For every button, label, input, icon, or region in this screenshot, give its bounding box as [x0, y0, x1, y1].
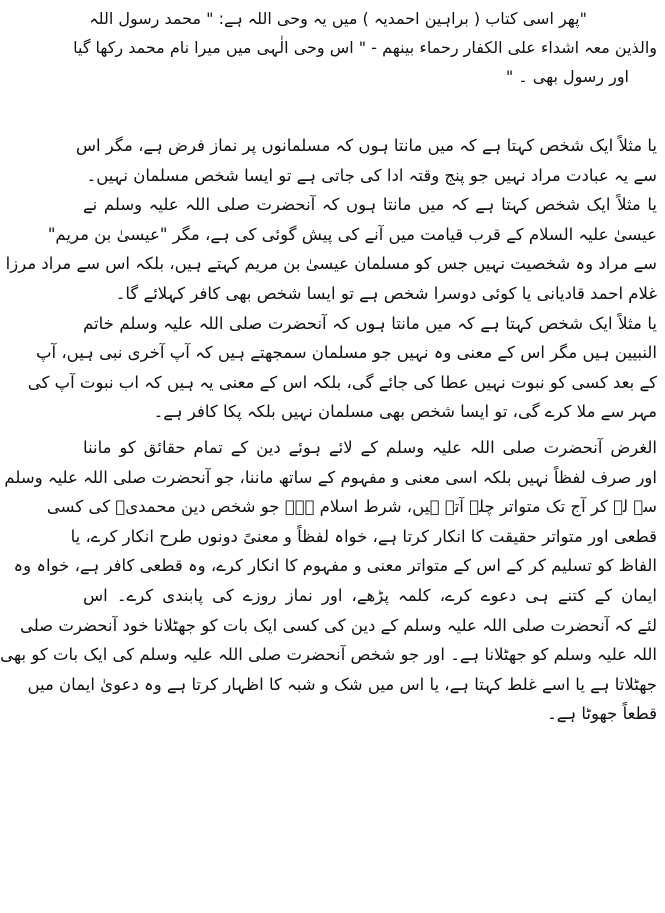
quote-line: اور رسول بھی ۔ " [505, 67, 629, 86]
text-line: سے لے کر آج تک متواتر چلے آتے ہیں، شرط اسلام ہے۔ جو شخص دین محمدیؐ کی کسی [46, 497, 657, 517]
text-line: یا مثلاً ایک شخص کہتا ہے کہ میں مانتا ہوں کہ آنحضرت صلی اللہ علیہ وسلم خاتم [83, 313, 657, 333]
paragraph-isa-example [5, 190, 657, 308]
paragraph-prayer-example [75, 131, 657, 190]
text-line: یا مثلاً ایک شخص کہتا ہے کہ میں مانتا ہوں کہ مسلمانوں پر نماز فرض ہے، مگر اس [75, 136, 657, 155]
text-line: الغرض آنحضرت صلی اللہ علیہ وسلم کے لائے ہوئے دین کے تمام حقائق کو ماننا [83, 437, 657, 457]
text-line: قطعاً جھوٹا ہے۔ [547, 704, 657, 724]
text-line: مہر سے ملا کرے گی، تو ایسا شخص بھی مسلمان نہیں بلکہ پکا کافر ہے۔ [153, 402, 657, 422]
text-line: الفاظ کو تسلیم کر کے اس کے متواتر معنی و مفہوم کا انکار کرے، وہ قطعی کافر ہے، خواہ وہ [13, 556, 657, 576]
text-line: اور صرف لفظاً نہیں بلکہ اسی معنی و مفہوم کے ساتھ ماننا، جو آنحضرت صلی اللہ علیہ وسلم [4, 467, 657, 487]
text-line: سے یہ عبادت مراد نہیں جو پنج وقتہ ادا کی جاتی ہے تو ایسا شخص مسلمان نہیں۔ [86, 165, 657, 185]
text-line: قطعی اور متواتر حقیقت کا انکار کرتا ہے، خواہ لفظاً و معنیً دونوں طرح انکار کرے، یا [70, 526, 657, 546]
text-line: جھٹلاتا ہے یا اسے غلط کہتا ہے، یا اس میں شک و شبہ کا اظہار کرتا ہے وہ دعویٰ ایمان میں [27, 674, 657, 694]
quote-line: والذین معہ اشداء علی الکفار رحماء بینھم - " اس وحی الٰہی میں میرا نام محمد رکھا گیا [73, 38, 657, 57]
block-quote [73, 4, 657, 91]
text-line: اللہ علیہ وسلم کو جھٹلانا ہے۔ اور جو شخص آنحضرت صلی اللہ علیہ وسلم کی ایک بات کو بھی [0, 645, 657, 665]
quote-line: "پھر اسی کتاب ( براہین احمدیہ ) میں یہ وحی اللہ ہے: " محمد رسول اللہ [89, 9, 587, 28]
paragraph-conclusion [0, 433, 657, 729]
paragraph-khatam-example [27, 309, 657, 427]
text-line: لئے کہ آنحضرت صلی اللہ علیہ وسلم کے دین کی کسی ایک بات کو جھٹلانا خود آنحضرت صلی [19, 615, 657, 635]
text-line: یا مثلاً ایک شخص کہتا ہے کہ میں مانتا ہوں کہ آنحضرت صلی اللہ علیہ وسلم نے [83, 195, 657, 215]
text-line: ایمان کے کتنے ہی دعوے کرے، کلمہ پڑھے، اور نماز روزے کی پابندی کرے۔ اس [83, 585, 657, 605]
text-line: عیسیٰ علیہ السلام کے قرب قیامت میں آنے کی پیش گوئی کی ہے، مگر "عیسیٰ بن مریم" [47, 224, 657, 244]
text-line: غلام احمد قادیانی یا کوئی دوسرا شخص ہے تو ایسا شخص بھی کافر کہلائے گا۔ [115, 283, 657, 303]
text-line: سے مراد وہ شخصیت نہیں جس کو مسلمان عیسیٰ بن مریم کہتے ہیں، بلکہ اس سے مراد مرزا [5, 254, 657, 274]
text-line: کے بعد کسی کو نبوت نہیں عطا کی جائے گی، بلکہ اس کے معنی یہ ہیں کہ اب نبوت آپ کی [27, 372, 657, 392]
text-line: النبیین ہیں مگر اس کے معنی وہ نہیں جو مسلمان سمجھتے ہیں کہ آپ آخری نبی ہیں، آپ [35, 343, 657, 363]
